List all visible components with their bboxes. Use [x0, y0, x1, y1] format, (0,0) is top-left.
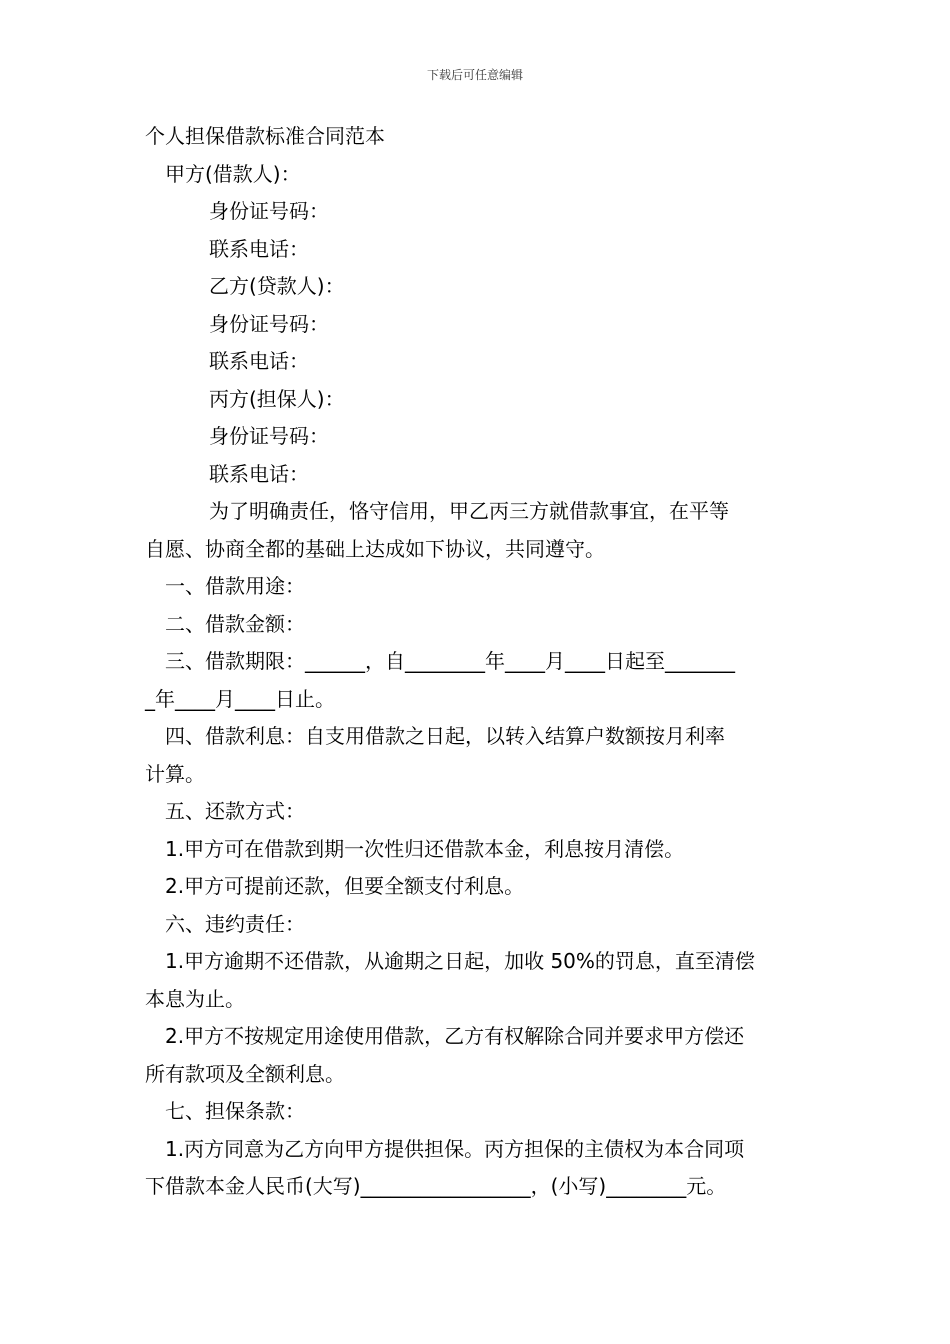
- section-6-item-1-line-2: 本息为止。: [145, 986, 245, 1011]
- section-7-guarantee: 七、担保条款：: [165, 1099, 305, 1123]
- section-4-interest-line-2: 计算。: [145, 761, 205, 786]
- party-c-id-field: 身份证号码：: [209, 424, 329, 448]
- section-5-item-1: 1.甲方可在借款到期一次性归还借款本金，利息按月清偿。: [165, 836, 685, 861]
- document-title: 个人担保借款标准合同范本: [145, 124, 385, 148]
- section-6-liability: 六、违约责任：: [165, 911, 305, 936]
- section-3-term-line-2: _年____月____日止。: [145, 686, 335, 711]
- section-6-item-1-line-1: 1.甲方逾期不还借款，从逾期之日起，加收 50%的罚息，直至清偿: [165, 949, 755, 973]
- section-4-interest-line-1: 四、借款利息：自支用借款之日起，以转入结算户数额按月利率: [165, 724, 725, 748]
- party-b-id-field: 身份证号码：: [209, 311, 329, 336]
- party-a-label: 甲方(借款人)：: [165, 161, 301, 186]
- section-7-item-1-line-2: 下借款本金人民币(大写)_________________，(小写)________元。: [145, 1174, 727, 1198]
- section-2-amount: 二、借款金额：: [165, 611, 305, 636]
- section-5-item-2: 2.甲方可提前还款，但要全额支付利息。: [165, 874, 525, 898]
- party-c-phone-field: 联系电话：: [209, 461, 309, 486]
- section-6-item-2-line-1: 2.甲方不按规定用途使用借款，乙方有权解除合同并要求甲方偿还: [165, 1024, 745, 1048]
- page-header-note: 下载后可任意编辑: [426, 68, 523, 82]
- section-3-term-line-1: 三、借款期限：______，自________年____月____日起至_______: [165, 649, 735, 673]
- preamble-line-2: 自愿、协商全都的基础上达成如下协议，共同遵守。: [145, 536, 605, 561]
- section-7-item-1-line-1: 1.丙方同意为乙方向甲方提供担保。丙方担保的主债权为本合同项: [165, 1136, 745, 1161]
- party-c-label: 丙方(担保人)：: [209, 386, 345, 411]
- party-b-label: 乙方(贷款人)：: [209, 274, 345, 298]
- contract-body: [145, 118, 810, 1206]
- preamble-line-1: 为了明确责任，恪守信用，甲乙丙三方就借款事宜，在平等: [209, 499, 729, 523]
- party-a-phone-field: 联系电话：: [209, 236, 309, 261]
- section-6-item-2-line-2: 所有款项及全额利息。: [145, 1061, 345, 1086]
- party-b-phone-field: 联系电话：: [209, 349, 309, 373]
- section-1-purpose: 一、借款用途：: [165, 574, 305, 598]
- party-a-id-field: 身份证号码：: [209, 199, 329, 223]
- section-5-repayment: 五、还款方式：: [165, 799, 305, 823]
